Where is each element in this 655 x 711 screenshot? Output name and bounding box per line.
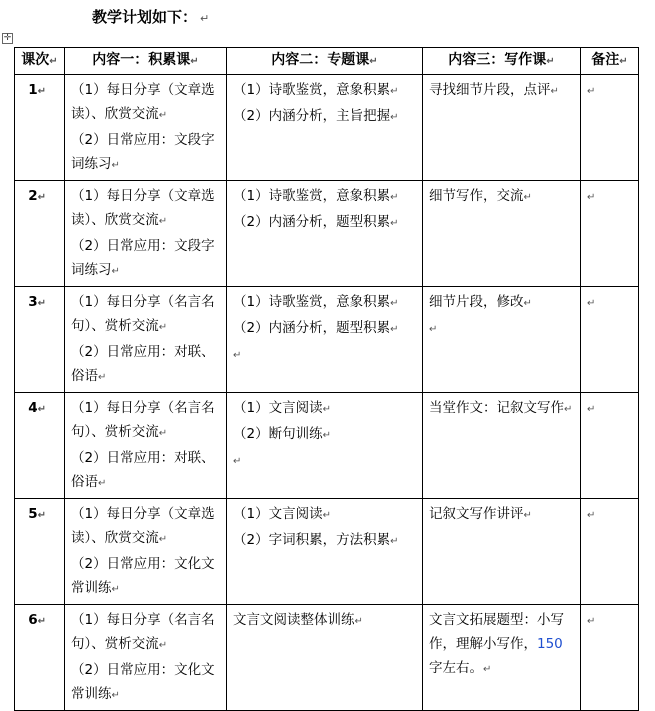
topic-cell: （1）诗歌鉴赏，意象积累↵ （2）内涵分析，题型积累↵ <box>227 181 423 287</box>
writing-cell: 细节片段，修改↵ ↵ <box>423 287 581 393</box>
writing-cell: 当堂作文：记叙文写作↵ <box>423 393 581 499</box>
writing-cell: 文言文拓展题型：小写作，理解小写作，150字左右。↵ <box>423 605 581 711</box>
paragraph-mark-icon: ↵ <box>200 12 210 25</box>
table-row <box>15 499 639 605</box>
note-cell: ↵ <box>581 499 639 605</box>
note-cell: ↵ <box>581 75 639 181</box>
accumulation-cell: （1）每日分享（文章选读）、欣赏交流↵ （2）日常应用：文化文常训练↵ <box>65 499 227 605</box>
word-count-number: 150 <box>537 636 563 652</box>
lesson-number: 5↵ <box>15 499 65 605</box>
accumulation-cell: （1）每日分享（名言名句）、赏析交流↵ （2）日常应用：文化文常训练↵ <box>65 605 227 711</box>
accumulation-cell: （1）每日分享（文章选读）、欣赏交流↵ （2）日常应用：文段字词练习↵ <box>65 181 227 287</box>
table-row <box>15 181 639 287</box>
lesson-number: 2↵ <box>15 181 65 287</box>
note-cell: ↵ <box>581 605 639 711</box>
col-header-writing: 内容三：写作课↵ <box>423 48 581 75</box>
col-header-accumulation: 内容一：积累课↵ <box>65 48 227 75</box>
accumulation-cell: （1）每日分享（文章选读）、欣赏交流↵ （2）日常应用：文段字词练习↵ <box>65 75 227 181</box>
col-header-topic: 内容二：专题课↵ <box>227 48 423 75</box>
accumulation-cell: （1）每日分享（名言名句）、赏析交流↵ （2）日常应用：对联、俗语↵ <box>65 287 227 393</box>
lesson-number: 3↵ <box>15 287 65 393</box>
heading-text: 教学计划如下： <box>92 8 198 26</box>
lesson-number: 1↵ <box>15 75 65 181</box>
teaching-plan-table <box>14 47 639 711</box>
table-row <box>15 287 639 393</box>
col-header-note: 备注↵ <box>581 48 639 75</box>
note-cell: ↵ <box>581 181 639 287</box>
writing-cell: 记叙文写作讲评↵ <box>423 499 581 605</box>
writing-cell: 细节写作，交流↵ <box>423 181 581 287</box>
table-header-row <box>15 48 639 75</box>
topic-cell: （1）文言阅读↵ （2）字词积累，方法积累↵ <box>227 499 423 605</box>
note-cell: ↵ <box>581 393 639 499</box>
note-cell: ↵ <box>581 287 639 393</box>
lesson-number: 4↵ <box>15 393 65 499</box>
topic-cell: （1）诗歌鉴赏，意象积累↵ （2）内涵分析，题型积累↵ ↵ <box>227 287 423 393</box>
lesson-number: 6↵ <box>15 605 65 711</box>
topic-cell: 文言文阅读整体训练↵ <box>227 605 423 711</box>
col-header-lesson: 课次↵ <box>15 48 65 75</box>
topic-cell: （1）诗歌鉴赏，意象积累↵ （2）内涵分析，主旨把握↵ <box>227 75 423 181</box>
topic-cell: （1）文言阅读↵ （2）断句训练↵ ↵ <box>227 393 423 499</box>
table-row <box>15 605 639 711</box>
writing-cell: 寻找细节片段，点评↵ <box>423 75 581 181</box>
table-row <box>15 75 639 181</box>
table-row <box>15 393 639 499</box>
accumulation-cell: （1）每日分享（名言名句）、赏析交流↵ （2）日常应用：对联、俗语↵ <box>65 393 227 499</box>
table-move-handle-icon[interactable]: ✛ <box>3 33 12 43</box>
document-heading <box>92 6 209 27</box>
